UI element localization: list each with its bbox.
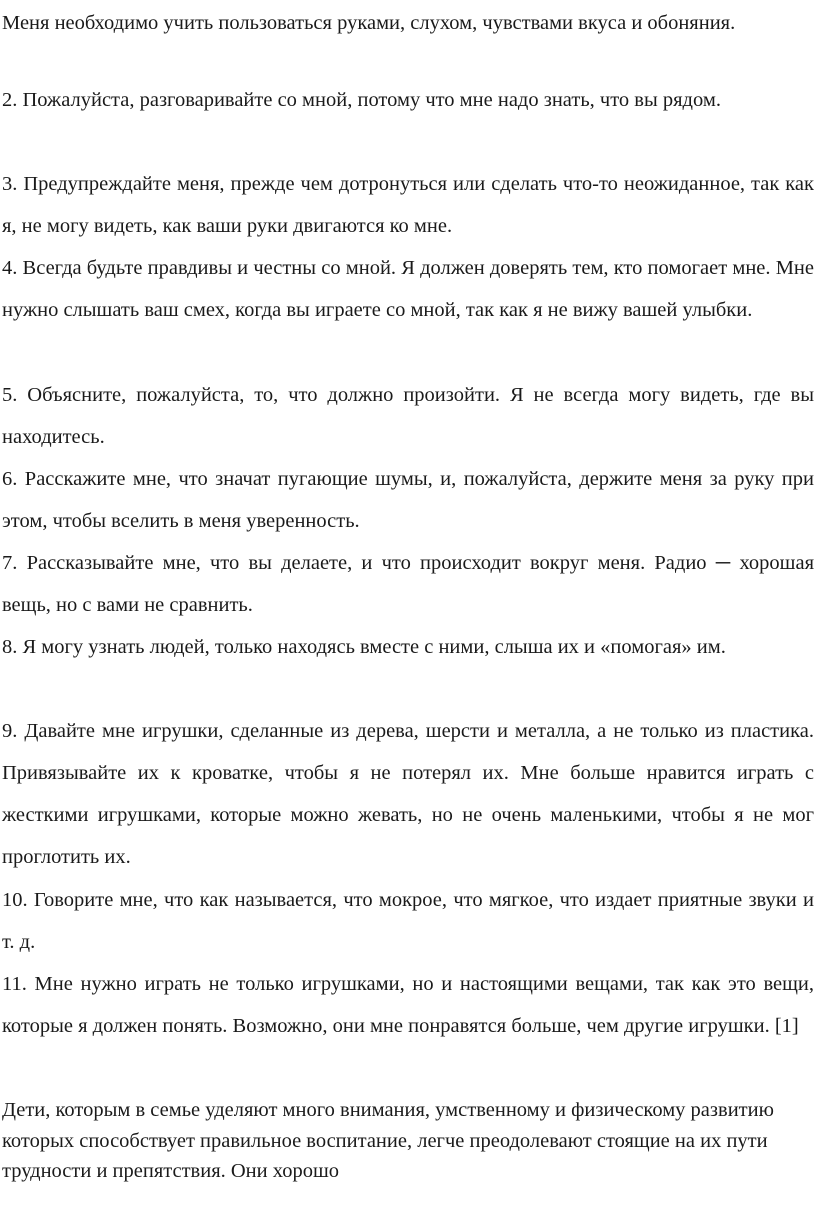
paragraph-item-3: 3. Предупреждайте меня, прежде чем дотронуться или сделать что-то неожиданное, так как я, не могу видеть, как ваши руки двигаются ко мне. [2,173,814,237]
paragraph-item-5: 5. Объясните, пожалуйста, то, что должно произойти. Я не всегда могу видеть, где вы находитесь. [2,384,814,448]
paragraph-item-10: 10. Говорите мне, что как называется, что мокрое, что мягкое, что издает приятные звуки и т. д. [2,889,814,953]
paragraph-item-4: 4. Всегда будьте правдивы и честны со мной. Я должен доверять тем, кто помогает мне. Мне нужно слышать ваш смех, когда вы играете со мной, так как я не вижу вашей улыбки. [2,257,814,321]
paragraph-conclusion: Дети, которым в семье уделяют много внимания, умственному и физическому развитию которых способствует правильное воспитание, легче преодолевают стоящие на их пути трудности и препятствия. Они хорошо [2,1099,774,1182]
paragraph-item-9: 9. Давайте мне игрушки, сделанные из дерева, шерсти и металла, а не только из пластика. Привязывайте их к кроватке, чтобы я не потерял их. Мне больше нравится играть с жесткими игрушками, которые можно жевать, но не очень маленькими, чтобы я не мог проглотить их. [2,720,814,868]
paragraph-item-2: 2. Пожалуйста, разговаривайте со мной, потому что мне надо знать, что вы рядом. [2,89,721,111]
paragraph-item-8: 8. Я могу узнать людей, только находясь вместе с ними, слыша их и «помогая» им. [2,636,726,658]
paragraph-intro: Меня необходимо учить пользоваться руками, слухом, чувствами вкуса и обоняния. [2,12,736,34]
paragraph-item-6: 6. Расскажите мне, что значат пугающие шумы, и, пожалуйста, держите меня за руку при этом, чтобы вселить в меня уверенность. [2,468,814,532]
paragraph-item-11: 11. Мне нужно играть не только игрушками, но и настоящими вещами, так как это вещи, которые я должен понять. Возможно, они мне понравятся больше, чем другие игрушки. [1] [2,973,814,1037]
paragraph-item-7: 7. Рассказывайте мне, что вы делаете, и что происходит вокруг меня. Радио ─ хорошая вещь, но с вами не сравнить. [2,552,814,616]
